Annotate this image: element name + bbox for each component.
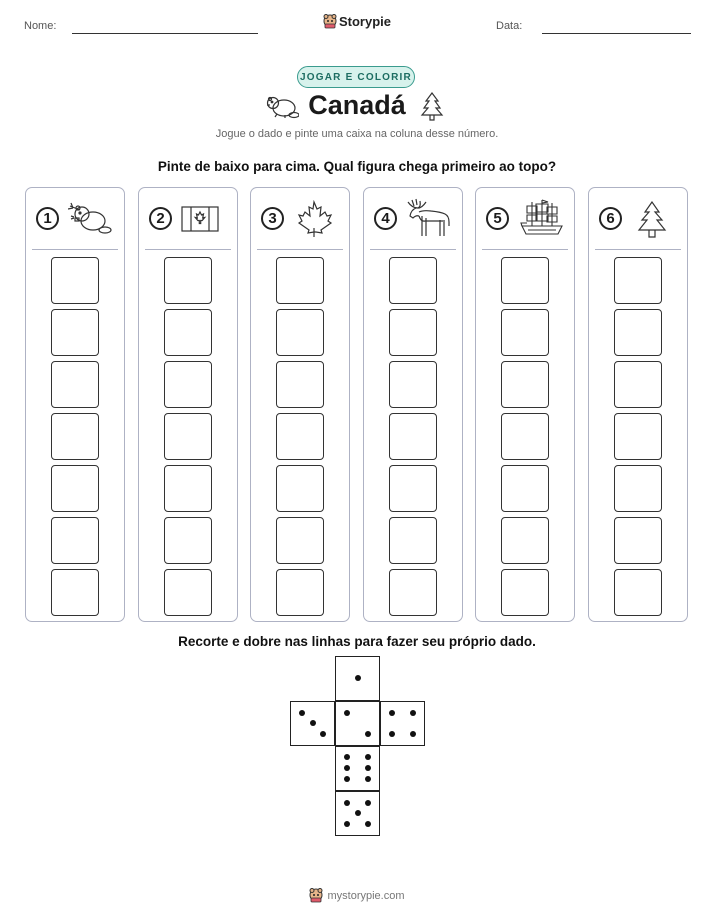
column-divider (482, 249, 568, 250)
color-box[interactable] (501, 517, 549, 564)
brand (0, 14, 714, 32)
page-title: Canadá (308, 90, 406, 120)
die-pip (365, 765, 371, 771)
die-face-5 (335, 791, 380, 836)
color-box[interactable] (614, 569, 662, 616)
color-box[interactable] (51, 465, 99, 512)
instruction: Pinte de baixo para cima. Qual figura chega primeiro ao topo? (157, 159, 557, 174)
color-box[interactable] (51, 569, 99, 616)
column-divider (595, 249, 681, 250)
column-4 (363, 187, 463, 622)
die-pip (365, 776, 371, 782)
column-6 (588, 187, 688, 622)
die-pip (355, 810, 361, 816)
canada-flag-icon (181, 206, 219, 237)
die-face-1 (335, 656, 380, 701)
footer (0, 888, 714, 906)
die-pip (344, 800, 350, 806)
die-pip (410, 731, 416, 737)
color-box[interactable] (389, 569, 437, 616)
die-pip (344, 754, 350, 760)
column-divider (32, 249, 118, 250)
column-number: 1 (36, 207, 59, 230)
subtitle: Jogue o dado e pinte uma caixa na coluna desse número. (215, 128, 499, 140)
color-box[interactable] (389, 517, 437, 564)
column-1 (25, 187, 125, 622)
color-box[interactable] (51, 517, 99, 564)
name-label: Nome: (24, 20, 57, 32)
maple-leaf-icon (295, 200, 333, 243)
color-box[interactable] (389, 309, 437, 356)
color-box[interactable] (164, 413, 212, 460)
color-box[interactable] (501, 569, 549, 616)
footer-link[interactable]: mystorypie.com (327, 890, 405, 902)
column-2 (138, 187, 238, 622)
date-line[interactable] (542, 33, 691, 34)
color-box[interactable] (501, 361, 549, 408)
color-box[interactable] (164, 569, 212, 616)
pine-tree-icon (637, 200, 667, 245)
die-pip (410, 710, 416, 716)
color-box[interactable] (389, 465, 437, 512)
color-box[interactable] (51, 257, 99, 304)
storypie-logo-icon (309, 888, 323, 906)
color-box[interactable] (51, 413, 99, 460)
color-box[interactable] (389, 361, 437, 408)
color-box[interactable] (164, 517, 212, 564)
color-box[interactable] (164, 309, 212, 356)
color-box[interactable] (614, 465, 662, 512)
column-divider (370, 249, 456, 250)
name-line[interactable] (72, 33, 258, 34)
die-pip (320, 731, 326, 737)
die-face-3 (290, 701, 335, 746)
color-box[interactable] (276, 361, 324, 408)
color-box[interactable] (164, 465, 212, 512)
color-box[interactable] (276, 569, 324, 616)
color-box[interactable] (501, 465, 549, 512)
color-box[interactable] (276, 517, 324, 564)
die-pip (344, 776, 350, 782)
column-divider (257, 249, 343, 250)
die-face-6 (335, 746, 380, 791)
color-box[interactable] (501, 257, 549, 304)
color-box[interactable] (614, 309, 662, 356)
column-number: 5 (486, 207, 509, 230)
color-box[interactable] (614, 413, 662, 460)
die-pip (365, 754, 371, 760)
die-pip (389, 710, 395, 716)
color-box[interactable] (51, 361, 99, 408)
die-face-4 (380, 701, 425, 746)
color-box[interactable] (389, 257, 437, 304)
activity-badge: JOGAR E COLORIR (297, 66, 415, 88)
die-face-2 (335, 701, 380, 746)
die-pip (344, 821, 350, 827)
column-number: 6 (599, 207, 622, 230)
die-instruction: Recorte e dobre nas linhas para fazer seu próprio dado. (178, 634, 536, 649)
color-box[interactable] (614, 361, 662, 408)
column-number: 3 (261, 207, 284, 230)
color-box[interactable] (164, 361, 212, 408)
die-pip (344, 765, 350, 771)
ship-icon (520, 198, 564, 243)
color-box[interactable] (276, 413, 324, 460)
die-pip (389, 731, 395, 737)
column-3 (250, 187, 350, 622)
die-pip (310, 720, 316, 726)
die-pip (299, 710, 305, 716)
storypie-logo-icon (323, 14, 337, 32)
color-box[interactable] (164, 257, 212, 304)
die-pip (344, 710, 350, 716)
column-5 (475, 187, 575, 622)
color-box[interactable] (276, 465, 324, 512)
moose-icon (406, 198, 452, 245)
color-box[interactable] (501, 309, 549, 356)
color-box[interactable] (51, 309, 99, 356)
brand-name: Storypie (338, 14, 391, 29)
color-box[interactable] (276, 257, 324, 304)
column-number: 4 (374, 207, 397, 230)
column-divider (145, 249, 231, 250)
color-box[interactable] (614, 517, 662, 564)
column-number: 2 (149, 207, 172, 230)
die-pip (365, 731, 371, 737)
color-box[interactable] (614, 257, 662, 304)
date-label: Data: (496, 20, 523, 32)
die-pip (365, 821, 371, 827)
color-box[interactable] (501, 413, 549, 460)
color-box[interactable] (276, 309, 324, 356)
beaver-icon (68, 200, 112, 241)
die-pip (365, 800, 371, 806)
pine-tree-decoration-icon (420, 91, 444, 126)
die-pip (355, 675, 361, 681)
color-box[interactable] (389, 413, 437, 460)
